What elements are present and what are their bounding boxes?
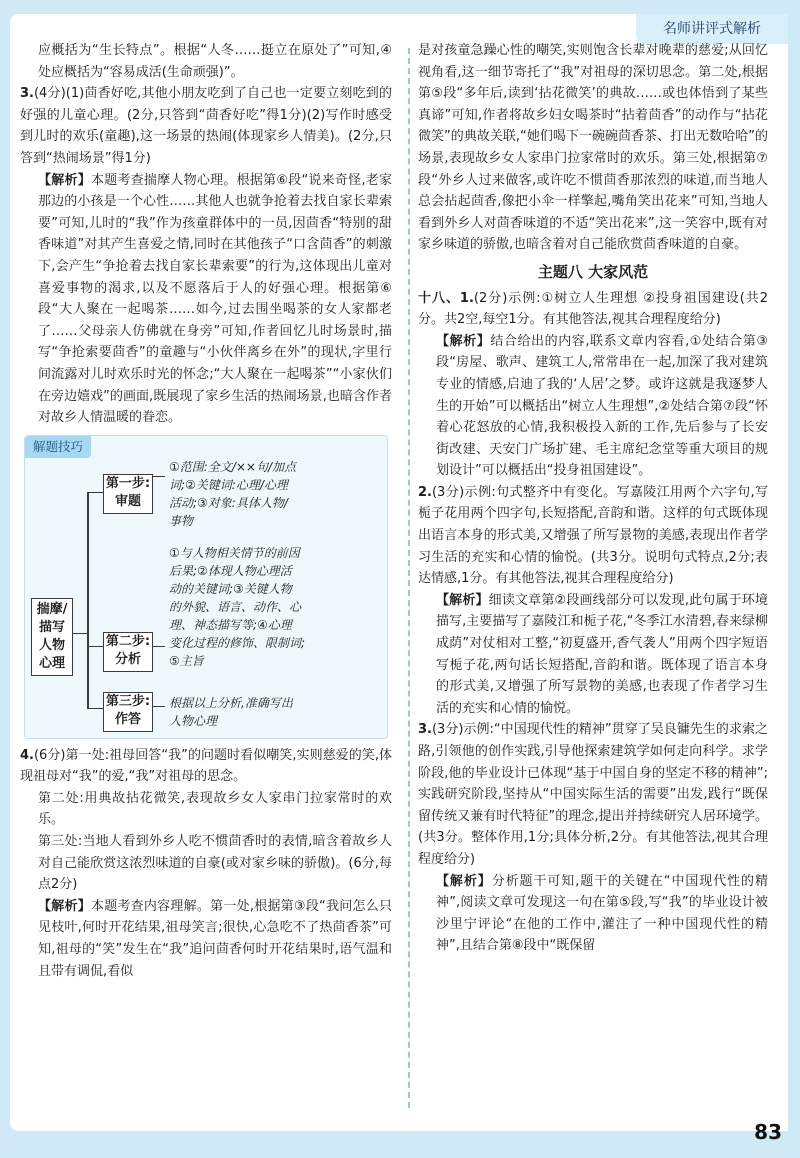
- column-divider: [408, 48, 410, 1108]
- right-continued-paragraph: 是对孩童急躁心性的嘲笑,实则饱含长辈对晚辈的慈爱;从回忆视角看,这一细节寄托了“我”对祖母的深切思念。第二处,根据第⑤段“多年后,读到‘拈花微笑’的典故……或也体悟到了某些真谛”可知,作者将故乡妇女喝茶时“拈着茴香”的动作与“拈花微笑”的典故关联,“她们喝下一碗碗茴香茶、打出无数哈哈”的场景,表现故乡女人家串门拉家常时的欢乐。第三处,根据第⑦段“外乡人过来做客,或许吃不惯茴香那浓烈的味道,而当地人总会拈起茴香,像把小伞一样擎起,嘴角笑出花来”可知,当地人看到外乡人对茴香味道的不适“笑出花来”,这一笑容中,既有对家乡味道的骄傲,也暗含着对自己能欣赏茴香味道的自豪。: [418, 43, 768, 253]
- section-title: 主题八 大家风范: [537, 262, 649, 281]
- connector: [87, 708, 103, 710]
- step2-text-line: 理、神态描写等;④心理: [169, 617, 292, 632]
- root-line: 人物: [38, 637, 65, 653]
- right-q2: [418, 482, 768, 590]
- root-line: 描写: [38, 619, 65, 635]
- right-q2-analysis: [418, 590, 768, 720]
- step3-text-line: 人物心理: [169, 713, 218, 728]
- step2-text-line: 动的关键词;③关键人物: [169, 581, 292, 596]
- step1-text: [169, 458, 381, 530]
- q18-answer: (2分)示例:①树立人生理想 ②投身祖国建设(共2分。共2空,每空1分。有其他答法,视其合理程度给分): [418, 290, 768, 328]
- step2-text-line: 后果;②体现人物心理活: [169, 563, 292, 578]
- connector: [87, 492, 89, 708]
- q3r-answer: (3分)示例:“中国现代性的精神”贯穿了吴良镛先生的求索之路,引领他的创作实践,引导他探索建筑学如何走向科学。求学阶段,他的毕业设计已体现“基于中国自身的坚定不移的精神”;实践研究阶段,坚持从“中国实际生活的需要”出发,践行“既保留传统又兼有时代特征”的理念,提出并持续研究人居环境学。(共3分。整体作用,1分;具体分析,2分。有其他答法,视其合理程度给分): [418, 722, 768, 867]
- analysis-tag: 【解析】: [436, 592, 489, 608]
- step2-box: [103, 632, 153, 672]
- page-number: 83: [754, 1120, 782, 1144]
- step2-text: [169, 544, 381, 670]
- header-title: 名师讲评式解析: [636, 14, 788, 44]
- q4-point3: 第三处:当地人看到外乡人吃不惯茴香时的表情,暗含着故乡人对自己能欣赏这浓烈味道的自豪(或对家乡味的骄傲)。(6分,每点2分): [38, 834, 392, 893]
- q3-answer: (4分)(1)茴香好吃,其他小朋友吃到了自己也一定要立刻吃到的好强的儿童心理。(2分,只答到“茴香好吃”得1分)(2)写作时感受到儿时的欢乐(童趣),这一场景的热闹(体现家乡人情美)。(2分,只答到“热闹场景”得1分): [20, 86, 392, 166]
- right-q3-analysis: [418, 871, 768, 957]
- left-q3-analysis: [20, 170, 392, 429]
- q4-analysis-text: 本题考查内容理解。第一处,根据第③段“我问怎么只见枝叶,何时开花结果,祖母笑言;很快,心急吃不了热茴香茶”可知,祖母的“笑”发生在“我”追问茴香何时开花结果时,语气温和且带有调侃,看似: [38, 898, 392, 979]
- q3-number: 3.: [20, 86, 34, 102]
- connector: [151, 646, 165, 648]
- root-line: 揣摩/: [36, 601, 68, 617]
- connector: [87, 646, 103, 648]
- step1-line: 第一步:: [105, 475, 151, 491]
- diagram-root-box: [31, 598, 73, 676]
- step3-text: [169, 694, 381, 730]
- step2-line: 分析: [114, 651, 141, 667]
- step1-line: 审题: [114, 493, 141, 509]
- step1-text-line: 词;②关键词:心理/心理: [169, 477, 288, 492]
- right-q18: [418, 288, 768, 331]
- right-column: [418, 40, 768, 957]
- step2-text-line: ①与人物相关情节的前因: [169, 545, 300, 560]
- q18-number: 十八、1.: [418, 290, 474, 306]
- analysis-tag: 【解析】: [38, 898, 91, 914]
- tip-label: 解题技巧: [25, 436, 91, 458]
- left-continued-paragraph: 应概括为“生长特点”。根据“人冬……挺立在原处了”可知,④处应概括为“容易成活(生命顽强)”。: [38, 43, 392, 80]
- connector: [151, 476, 165, 478]
- connector: [87, 492, 103, 494]
- connector: [151, 706, 165, 708]
- left-q4: [20, 745, 392, 788]
- analysis-tag: 【解析】: [38, 172, 91, 188]
- q3r-analysis-text: 分析题干可知,题干的关键在“中国现代性的精神”,阅读文章可发现这一句在第⑤段,写“我”的毕业设计被沙里宁评论“在他的工作中,灌注了一种中国现代性的精神”,且结合第⑧段中“既保留: [436, 873, 768, 954]
- step2-line: 第二步:: [105, 633, 151, 649]
- step1-text-line: 事物: [169, 513, 194, 528]
- left-q4-analysis: [20, 896, 392, 982]
- analysis-tag: 【解析】: [436, 873, 492, 889]
- root-line: 心理: [38, 655, 65, 671]
- step3-box: [103, 692, 153, 732]
- q4-point2: 第二处:用典故拈花微笑,表现故乡女人家串门拉家常时的欢乐。: [38, 790, 392, 828]
- q4-number: 4.: [20, 747, 34, 763]
- q3r-number: 3.: [418, 722, 432, 738]
- analysis-tag: 【解析】: [436, 333, 491, 349]
- q18-analysis-text: 结合给出的内容,联系文章内容看,①处结合第③段“房屋、歌声、建筑工人,常常串在一起,加深了我对建筑专业的情感,启迪了我的‘人居’之梦。或许这就是我逐梦人生的开始”可以概括出“树立人生理想”,②处结合第⑦段“怀着心花怒放的心情,我积极投入新的工作,先后参与了长安街改建、天安门广场扩建、毛主席纪念堂等重大项目的规划设计”可以概括出“投身祖国建设”。: [436, 333, 768, 479]
- step2-text-line: ⑤主旨: [169, 653, 204, 668]
- left-q3: [20, 83, 392, 169]
- left-column: [20, 40, 392, 982]
- q2-number: 2.: [418, 484, 432, 500]
- right-q18-analysis: [418, 331, 768, 482]
- q2-analysis-text: 细读文章第②段画线部分可以发现,此句属于环境描写,主要描写了嘉陵江和栀子花,“冬季江水清碧,春来绿柳成荫”对仗相对工整,“初夏盛开,香气袭人”用两个四字短语写栀子花,两句话长短搭配,音韵和谐。既体现了语言本身的形式美,又增强了所写景物的美感,也表现了作者学习生活的充实和心情的愉悦。: [436, 592, 768, 716]
- connector: [73, 633, 87, 635]
- q3-analysis-text: 本题考查揣摩人物心理。根据第⑥段“说来奇怪,老家那边的小孩是一个心性……其他人也就争抢着去找自家长辈索要”可知,儿时的“我”作为孩童群体中的一员,因茴香“特别的甜香味道”对其产生喜爱之情,同时在其他孩子“口含茴香”的刺激下,会产生“争抢着去找自家长辈索要”的行为,这体现出儿童对喜爱事物的渴求,以及不愿落后于人的好强心理。根据第⑥段“大人聚在一起喝茶……如今,过去围坐喝茶的女人家都老了……父母亲人仿佛就在身旁”可知,作者回忆儿时场景时,描写“争抢索要茴香”的童趣与“小伙伴离乡在外”的现状,字里行间流露对儿时欢乐时光的怀念;“大人聚在一起喝茶”“小家伙们在旁边嬉戏”的画面,既展现了家乡生活的热闹场景,也暗含作者对故乡人情温暖的眷恋。: [38, 172, 392, 426]
- step3-line: 作答: [114, 711, 141, 727]
- step3-line: 第三步:: [105, 693, 151, 709]
- step1-text-line: 活动;③对象:具体人物/: [169, 495, 288, 510]
- q4-answer: (6分)第一处:祖母回答“我”的问题时看似嘲笑,实则慈爱的笑,体现祖母对“我”的爱,“我”对祖母的思念。: [20, 747, 392, 785]
- step1-text-line: ①范围:全文/××句/加点: [169, 459, 296, 474]
- step3-text-line: 根据以上分析,准确写出: [169, 695, 293, 710]
- q2-answer: (3分)示例:句式整齐中有变化。写嘉陵江用两个六字句,写栀子花用两个四字句,长短搭配,音韵和谐。这样的句式既体现出语言本身的形式美,又增强了所写景物的美感,表现出作者学习生活的充实和心情的愉悦。(共3分。说明句式特点,2分;表达情感,1分。有其他答法,视其合理程度给分): [418, 484, 768, 587]
- step2-text-line: 变化过程的修饰、限制词;: [169, 635, 306, 650]
- right-q3: [418, 719, 768, 870]
- step2-text-line: 的外貌、语言、动作、心: [169, 599, 302, 614]
- tip-diagram: [24, 435, 388, 739]
- step1-box: [103, 474, 153, 514]
